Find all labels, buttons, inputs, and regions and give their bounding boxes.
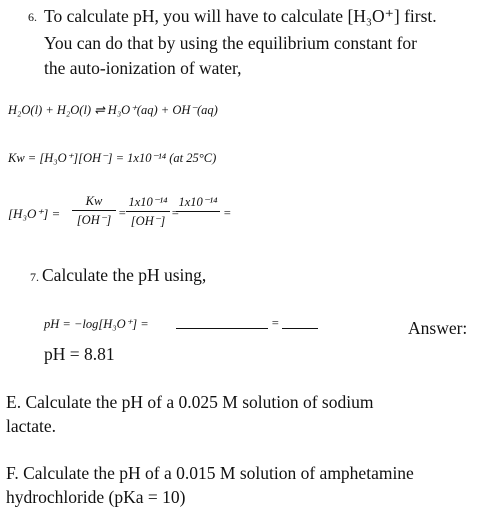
fraction-1e-14-over-blank xyxy=(176,194,220,228)
fraction-bar xyxy=(176,211,220,212)
part-e-line-1: E. Calculate the pH of a 0.025 M solution of sodium xyxy=(6,392,374,412)
fraction-value-denominator: [OH⁻] xyxy=(130,214,166,228)
fraction-blank-denominator xyxy=(176,213,220,228)
fraction-bar xyxy=(72,210,116,211)
step-6-number: 6. xyxy=(28,10,37,24)
part-f-line-1: F. Calculate the pH of a 0.015 M solution of amphetamine xyxy=(6,463,414,483)
answer-label: Answer: xyxy=(408,318,468,338)
fraction-value-numerator: 1x10⁻¹⁴ xyxy=(128,195,168,209)
step-7-number: 7. xyxy=(30,270,39,284)
kw-expression: Kw = [H₃O⁺][OH⁻] = 1x10⁻¹⁴ (at 25°C) xyxy=(8,151,217,165)
equals-sign-3: = xyxy=(223,206,232,220)
answer-blank-2[interactable] xyxy=(282,315,318,329)
h3o-concentration-lhs: [H₃O⁺] = xyxy=(8,206,61,221)
ph-answer-value: pH = 8.81 xyxy=(44,344,115,364)
step-6-line-1: To calculate pH, you will have to calculate [H₃O⁺] first. xyxy=(44,6,437,26)
step-7-text: Calculate the pH using, xyxy=(42,265,207,285)
equals-sign-1: = xyxy=(118,206,127,220)
fraction-kw-denominator: [OH⁻] xyxy=(76,213,112,227)
step-6-line-3: the auto-ionization of water, xyxy=(44,58,242,78)
fraction-bar xyxy=(126,211,170,212)
equals-sign-2: = xyxy=(171,206,180,220)
ph-formula: pH = −log[H₃O⁺] = xyxy=(44,317,149,331)
answer-blank-1[interactable] xyxy=(176,315,268,329)
fraction-1e-14-over-oh xyxy=(126,194,170,229)
part-f-line-2: hydrochloride (pKa = 10) xyxy=(6,487,186,507)
fraction-kw-numerator: Kw xyxy=(85,194,103,208)
fraction-blank-numerator: 1x10⁻¹⁴ xyxy=(178,195,218,209)
fraction-kw-over-oh xyxy=(72,194,116,228)
auto-ionization-reaction: H₂O(l) + H₂O(l) ⇌ H₃O⁺(aq) + OH⁻(aq) xyxy=(8,103,218,117)
equals-sign-4: = xyxy=(271,316,280,330)
step-6-line-2: You can do that by using the equilibrium constant for xyxy=(44,33,417,53)
part-e-line-2: lactate. xyxy=(6,416,57,436)
